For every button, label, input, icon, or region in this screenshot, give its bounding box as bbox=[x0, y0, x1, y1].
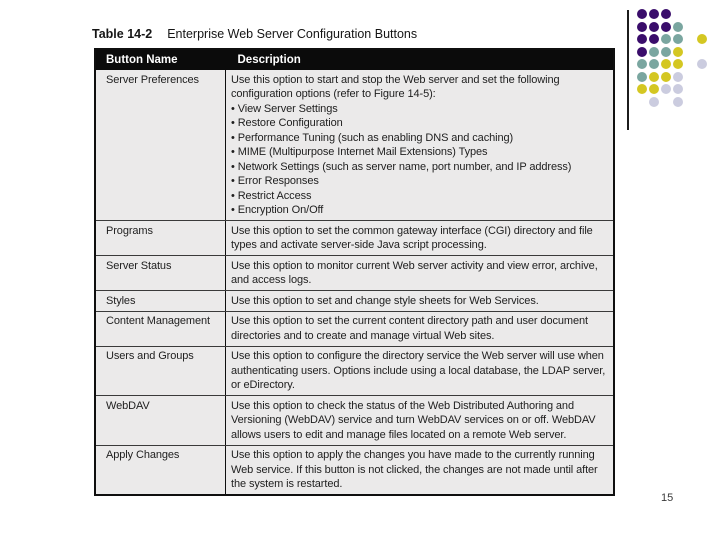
dot-cell bbox=[684, 83, 696, 96]
dot-cell bbox=[636, 33, 648, 46]
bullet-item: • View Server Settings bbox=[231, 102, 338, 115]
dot-cell bbox=[672, 96, 684, 109]
bullet-item: • Encryption On/Off bbox=[231, 204, 324, 216]
button-name-cell: Server Status bbox=[96, 256, 226, 290]
table-body bbox=[96, 70, 613, 494]
table-row bbox=[96, 220, 613, 255]
dot-cell bbox=[648, 58, 660, 71]
decor-dot-icon bbox=[649, 9, 659, 19]
dot-cell bbox=[684, 71, 696, 84]
dot-cell bbox=[636, 83, 648, 96]
table-caption-label: Table 14-2 bbox=[92, 27, 153, 41]
description-cell bbox=[226, 70, 613, 220]
dot-cell bbox=[636, 58, 648, 71]
dot-cell bbox=[648, 8, 660, 21]
dot-cell bbox=[672, 46, 684, 59]
description-cell bbox=[226, 291, 613, 311]
decor-dot-icon bbox=[649, 47, 659, 57]
column-header-description: Description bbox=[237, 54, 301, 66]
decor-dot-icon bbox=[637, 59, 647, 69]
dot-cell bbox=[696, 71, 708, 84]
bullet-item: • Restore Configuration bbox=[231, 117, 343, 129]
description-text: Use this option to set the common gateway interface (CGI) directory and file types and activate server-side Java script processing. bbox=[231, 224, 593, 251]
dot-cell bbox=[696, 46, 708, 59]
dot-cell bbox=[696, 83, 708, 96]
decorative-vertical-line bbox=[627, 10, 629, 130]
description-cell bbox=[226, 446, 613, 495]
button-name-cell: Content Management bbox=[96, 312, 226, 346]
decor-dot-icon bbox=[637, 47, 647, 57]
decor-dot-icon bbox=[697, 34, 707, 44]
dot-cell bbox=[636, 21, 648, 34]
dot-cell bbox=[672, 83, 684, 96]
decor-dot-icon bbox=[661, 34, 671, 44]
table-caption bbox=[92, 27, 417, 41]
dot-cell bbox=[636, 46, 648, 59]
button-name-cell: Styles bbox=[96, 291, 226, 311]
decor-dot-icon bbox=[673, 97, 683, 107]
dot-cell bbox=[684, 96, 696, 109]
dot-cell bbox=[648, 46, 660, 59]
decor-dot-icon bbox=[637, 72, 647, 82]
decor-dot-icon bbox=[673, 59, 683, 69]
dot-cell bbox=[660, 96, 672, 109]
decor-dot-icon bbox=[661, 72, 671, 82]
dot-cell bbox=[636, 96, 648, 109]
decor-dot-icon bbox=[637, 9, 647, 19]
decorative-dot-pattern bbox=[636, 8, 708, 108]
decor-dot-icon bbox=[673, 47, 683, 57]
description-cell bbox=[226, 396, 613, 445]
description-text: Use this option to apply the changes you have made to the currently running Web service. If this button is not clicked, the changes are not made until after the system is restarted. bbox=[231, 449, 598, 490]
dot-cell bbox=[672, 33, 684, 46]
dot-cell bbox=[636, 8, 648, 21]
table-row bbox=[96, 290, 613, 311]
dot-cell bbox=[660, 33, 672, 46]
table-row bbox=[96, 70, 613, 220]
decor-dot-icon bbox=[649, 72, 659, 82]
decor-dot-icon bbox=[661, 59, 671, 69]
dot-cell bbox=[684, 58, 696, 71]
dot-cell bbox=[660, 83, 672, 96]
table-row bbox=[96, 311, 613, 346]
description-text: Use this option to set and change style sheets for Web Services. bbox=[231, 294, 539, 307]
dot-cell bbox=[660, 46, 672, 59]
description-cell bbox=[226, 347, 613, 396]
button-name-cell: Apply Changes bbox=[96, 446, 226, 495]
dot-cell bbox=[672, 58, 684, 71]
bullet-item: • MIME (Multipurpose Internet Mail Extensions) Types bbox=[231, 146, 488, 158]
dot-cell bbox=[672, 21, 684, 34]
decor-dot-icon bbox=[673, 34, 683, 44]
description-text: Use this option to set the current content directory path and user document directories and to create and manage virtual Web sites. bbox=[231, 315, 588, 342]
button-name-cell: Programs bbox=[96, 221, 226, 255]
bullet-item: • Network Settings (such as server name, port number, and IP address) bbox=[231, 160, 572, 173]
dot-cell bbox=[696, 21, 708, 34]
decor-dot-icon bbox=[673, 84, 683, 94]
table-row bbox=[96, 255, 613, 290]
dot-cell bbox=[648, 33, 660, 46]
decor-dot-icon bbox=[661, 84, 671, 94]
description-text: Use this option to start and stop the Web server and set the following configuration options (refer to Figure 14-5): bbox=[231, 73, 560, 100]
dot-cell bbox=[684, 33, 696, 46]
table-row bbox=[96, 445, 613, 495]
decor-dot-icon bbox=[661, 22, 671, 32]
decor-dot-icon bbox=[649, 84, 659, 94]
dot-cell bbox=[636, 71, 648, 84]
bullet-item: • Performance Tuning (such as enabling DNS and caching) bbox=[231, 131, 514, 144]
decor-dot-icon bbox=[673, 22, 683, 32]
dot-cell bbox=[696, 8, 708, 21]
dot-cell bbox=[660, 71, 672, 84]
dot-cell bbox=[648, 96, 660, 109]
decor-dot-icon bbox=[673, 72, 683, 82]
description-cell bbox=[226, 221, 613, 255]
decor-dot-icon bbox=[649, 34, 659, 44]
config-buttons-table bbox=[94, 48, 615, 496]
dot-cell bbox=[672, 8, 684, 21]
decor-dot-icon bbox=[649, 22, 659, 32]
description-cell bbox=[226, 256, 613, 290]
button-name-cell: Users and Groups bbox=[96, 347, 226, 396]
dot-cell bbox=[648, 83, 660, 96]
decor-dot-icon bbox=[637, 84, 647, 94]
dot-cell bbox=[648, 21, 660, 34]
table-row bbox=[96, 346, 613, 396]
decor-dot-icon bbox=[649, 59, 659, 69]
description-cell bbox=[226, 312, 613, 346]
decor-dot-icon bbox=[661, 9, 671, 19]
dot-cell bbox=[696, 33, 708, 46]
dot-cell bbox=[672, 71, 684, 84]
table-caption-title: Enterprise Web Server Configuration Buttons bbox=[167, 27, 418, 41]
dot-cell bbox=[696, 58, 708, 71]
decor-dot-icon bbox=[697, 59, 707, 69]
decor-dot-icon bbox=[649, 97, 659, 107]
description-text: Use this option to monitor current Web server activity and view error, archive, and access logs. bbox=[231, 259, 598, 286]
dot-cell bbox=[684, 46, 696, 59]
dot-cell bbox=[660, 21, 672, 34]
button-name-cell: WebDAV bbox=[96, 396, 226, 445]
dot-cell bbox=[696, 96, 708, 109]
dot-cell bbox=[660, 58, 672, 71]
description-text: Use this option to check the status of the Web Distributed Authoring and Versioning (WebDAV) service and turn WebDAV services on or off. WebDAV allows users to edit and manage files located on a remote Web server. bbox=[231, 399, 596, 441]
table-header-row bbox=[96, 50, 613, 70]
table-row bbox=[96, 395, 613, 445]
decor-dot-icon bbox=[637, 22, 647, 32]
bullet-item: • Error Responses bbox=[231, 175, 319, 187]
button-name-cell: Server Preferences bbox=[96, 70, 226, 220]
bullet-item: • Restrict Access bbox=[231, 189, 312, 202]
dot-cell bbox=[660, 8, 672, 21]
decor-dot-icon bbox=[637, 34, 647, 44]
dot-cell bbox=[648, 71, 660, 84]
dot-cell bbox=[684, 21, 696, 34]
column-header-button-name: Button Name bbox=[106, 54, 178, 66]
description-text: Use this option to configure the directory service the Web server will use when authenticating users. Options include using a local database, the LDAP server, or eDirectory. bbox=[231, 350, 606, 391]
page-number: 15 bbox=[661, 492, 674, 504]
decor-dot-icon bbox=[661, 47, 671, 57]
dot-cell bbox=[684, 8, 696, 21]
